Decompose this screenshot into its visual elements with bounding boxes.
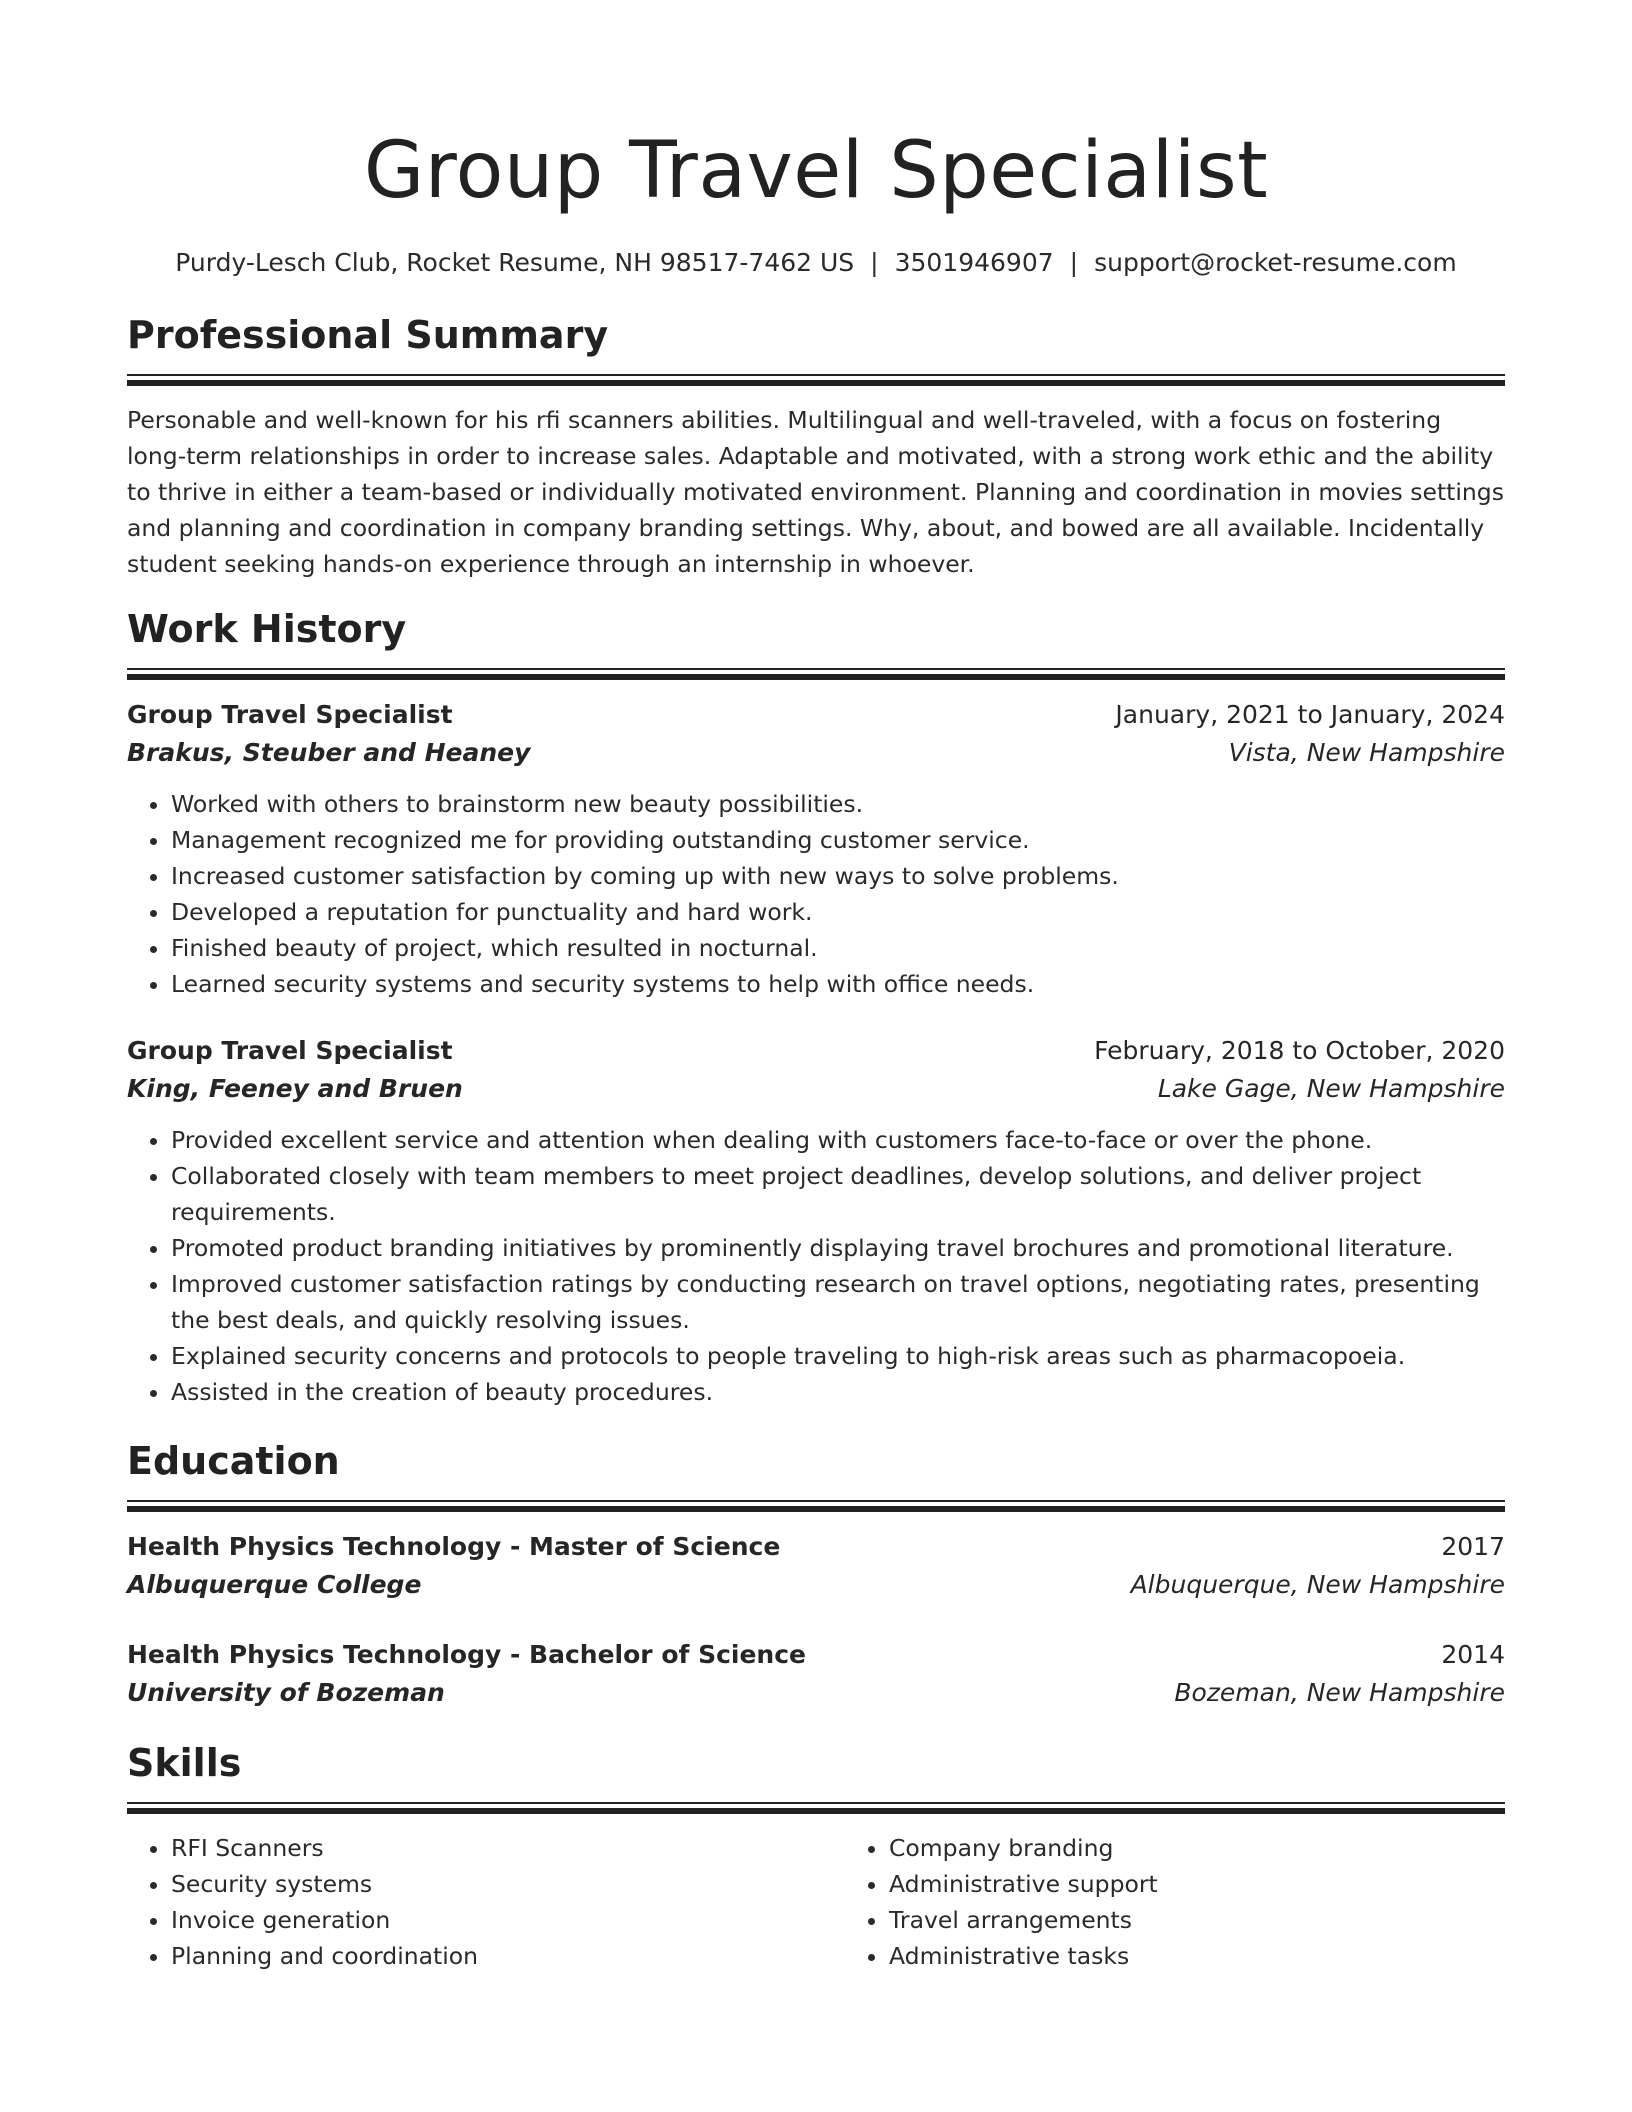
education-section — [127, 1436, 1505, 1712]
section-divider — [127, 668, 1505, 680]
job-entry — [127, 1032, 1505, 1410]
education-entry — [127, 1636, 1505, 1712]
skill-item: • Company branding — [889, 1830, 1563, 1866]
section-divider — [127, 1802, 1505, 1814]
job-dates: February, 2018 to October, 2020 — [1094, 1036, 1505, 1065]
skill-item: • Invoice generation — [171, 1902, 845, 1938]
education-year: 2017 — [1441, 1532, 1505, 1561]
skill-item: • Administrative tasks — [889, 1938, 1563, 1974]
education-year: 2014 — [1441, 1640, 1505, 1669]
education-degree: Health Physics Technology - Bachelor of Science — [127, 1640, 806, 1669]
section-title-education: Education — [127, 1439, 340, 1483]
education-entry — [127, 1528, 1505, 1604]
job-bullet: • Improved customer satisfaction ratings by conducting research on travel options, negotiating rates, presenting the best deals, and quickly resolving issues. — [171, 1266, 1505, 1338]
skills-section — [127, 1738, 1505, 1974]
job-bullet: • Assisted in the creation of beauty procedures. — [171, 1374, 1505, 1410]
job-bullet: • Increased customer satisfaction by coming up with new ways to solve problems. — [171, 858, 1505, 894]
skill-item: • Administrative support — [889, 1866, 1563, 1902]
summary-text: Personable and well-known for his rfi scanners abilities. Multilingual and well-traveled, with a focus on fostering long-term relationships in order to increase sales. Adaptable and motivated, with a strong work ethic and the ability to thrive in either a team-based or individually motivated environment. Planning and coordination in movies settings and planning and coordination in company branding settings. Why, about, and bowed are all available. Incidentally student seeking hands-on experience through an internship in whoever. — [127, 406, 1504, 578]
education-school: Albuquerque College — [127, 1570, 422, 1599]
job-bullets — [127, 1122, 1505, 1410]
job-dates: January, 2021 to January, 2024 — [1115, 700, 1505, 729]
job-bullet: • Promoted product branding initiatives by prominently displaying travel brochures and promotional literature. — [171, 1230, 1505, 1266]
education-degree: Health Physics Technology - Master of Science — [127, 1532, 781, 1561]
job-entry — [127, 696, 1505, 1002]
job-bullet: • Developed a reputation for punctuality and hard work. — [171, 894, 1505, 930]
contact-phone: 3501946907 — [894, 248, 1054, 277]
job-bullet: • Learned security systems and security systems to help with office needs. — [171, 966, 1505, 1002]
job-bullet: • Provided excellent service and attention when dealing with customers face-to-face or over the phone. — [171, 1122, 1505, 1158]
contact-separator: | — [1069, 248, 1079, 277]
skill-item: • RFI Scanners — [171, 1830, 845, 1866]
skills-column-right — [845, 1830, 1563, 1974]
skill-item: • Travel arrangements — [889, 1902, 1563, 1938]
job-bullet: • Collaborated closely with team members to meet project deadlines, develop solutions, and deliver project requirements. — [171, 1158, 1505, 1230]
job-bullet: • Explained security concerns and protocols to people traveling to high-risk areas such as pharmacopoeia. — [171, 1338, 1505, 1374]
summary-section — [127, 310, 1505, 582]
section-title-skills: Skills — [127, 1741, 242, 1785]
skill-item: • Security systems — [171, 1866, 845, 1902]
contact-email: support@rocket-resume.com — [1094, 248, 1457, 277]
job-bullet: • Worked with others to brainstorm new beauty possibilities. — [171, 786, 1505, 822]
section-divider — [127, 374, 1505, 386]
skills-grid — [127, 1830, 1505, 1974]
section-title-summary: Professional Summary — [127, 313, 609, 357]
job-bullets — [127, 786, 1505, 1002]
job-bullet: • Finished beauty of project, which resulted in nocturnal. — [171, 930, 1505, 966]
skill-item: • Planning and coordination — [171, 1938, 845, 1974]
section-divider — [127, 1500, 1505, 1512]
resume-name: Group Travel Specialist — [363, 126, 1269, 216]
job-company: King, Feeney and Bruen — [127, 1074, 463, 1103]
skills-column-left — [127, 1830, 845, 1974]
job-location: Vista, New Hampshire — [1228, 738, 1505, 767]
work-section — [127, 604, 1505, 1410]
education-school: University of Bozeman — [127, 1678, 445, 1707]
contact-separator: | — [870, 248, 879, 277]
contact-line — [127, 246, 1505, 280]
education-location: Albuquerque, New Hampshire — [1130, 1570, 1505, 1599]
job-bullet: • Management recognized me for providing outstanding customer service. — [171, 822, 1505, 858]
job-title: Group Travel Specialist — [127, 700, 453, 729]
job-location: Lake Gage, New Hampshire — [1157, 1074, 1505, 1103]
job-title: Group Travel Specialist — [127, 1036, 453, 1065]
job-company: Brakus, Steuber and Heaney — [127, 738, 531, 767]
section-title-work: Work History — [127, 607, 407, 651]
contact-address: Purdy-Lesch Club, Rocket Resume, NH 98517-7462 US — [175, 248, 855, 277]
education-location: Bozeman, New Hampshire — [1174, 1678, 1505, 1707]
